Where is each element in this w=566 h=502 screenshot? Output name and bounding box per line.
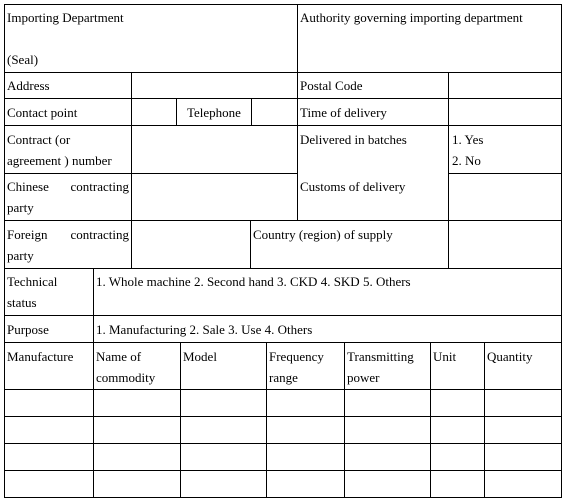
rule-after-contract-left: [4, 173, 298, 174]
rule-telephone-right: [251, 98, 252, 126]
rule-left: [4, 4, 5, 498]
rule-col-5: [430, 342, 431, 498]
foreign-party-word-1: Foreign: [7, 227, 48, 242]
foreign-party-field[interactable]: [133, 222, 249, 267]
foreign-party-word-2: contracting: [70, 227, 129, 242]
item-cell[interactable]: [6, 391, 92, 415]
customs-of-delivery-field[interactable]: [450, 175, 560, 219]
contact-point-field[interactable]: [133, 100, 175, 124]
item-cell[interactable]: [182, 445, 265, 469]
item-cell[interactable]: [182, 391, 265, 415]
rule-country-left: [250, 220, 251, 269]
column-header-unit: Unit: [433, 349, 457, 364]
postal-code-field[interactable]: [450, 74, 560, 97]
time-of-delivery-field[interactable]: [450, 100, 560, 124]
batches-option-no[interactable]: 2. No: [452, 153, 481, 168]
rule-after-purpose: [4, 342, 562, 343]
column-header-transmitting-power: Transmitting: [347, 349, 414, 364]
technical-status-label-line1: Technical: [7, 274, 58, 289]
rule-telephone-left: [176, 98, 177, 126]
rule-after-contact: [4, 125, 562, 126]
rule-after-header: [4, 72, 562, 73]
rule-top: [4, 4, 562, 5]
foreign-party-label-line2: party: [7, 248, 34, 263]
item-cell[interactable]: [486, 445, 560, 469]
rule-mid-upper: [297, 4, 298, 221]
item-cell[interactable]: [6, 445, 92, 469]
rule-bottom: [4, 497, 562, 498]
item-cell[interactable]: [268, 391, 343, 415]
contract-label-line2: agreement ) number: [7, 153, 112, 168]
contract-label-line1: Contract (or: [7, 132, 71, 147]
column-header-name-of-commodity: Name of: [96, 349, 142, 364]
item-cell[interactable]: [95, 418, 179, 442]
item-cell[interactable]: [346, 391, 429, 415]
item-cell[interactable]: [486, 391, 560, 415]
item-cell[interactable]: [6, 418, 92, 442]
address-label: Address: [7, 78, 50, 93]
technical-status-label-line2: status: [7, 295, 37, 310]
item-cell[interactable]: [432, 445, 483, 469]
rule-after-foreign-party: [4, 268, 562, 269]
item-cell[interactable]: [95, 472, 179, 496]
importing-department-label: Importing Department: [7, 10, 124, 25]
postal-code-label: Postal Code: [300, 78, 363, 93]
rule-col-3: [266, 342, 267, 498]
item-cell[interactable]: [268, 445, 343, 469]
authority-field[interactable]: [299, 28, 560, 70]
purpose-options[interactable]: 1. Manufacturing 2. Sale 3. Use 4. Others: [96, 322, 313, 337]
chinese-party-field[interactable]: [133, 175, 296, 219]
rule-col-2: [180, 342, 181, 498]
item-cell[interactable]: [432, 391, 483, 415]
contract-number-field[interactable]: [133, 127, 296, 172]
rule-col-4: [344, 342, 345, 498]
item-cell[interactable]: [486, 472, 560, 496]
authority-label: Authority governing importing department: [300, 10, 523, 25]
chinese-party-word-1: Chinese: [7, 179, 49, 194]
rule-after-address: [4, 98, 562, 99]
rule-item-row-3: [4, 470, 562, 471]
item-cell[interactable]: [432, 418, 483, 442]
chinese-party-word-2: contracting: [70, 179, 129, 194]
item-cell[interactable]: [6, 472, 92, 496]
contact-point-label: Contact point: [7, 105, 78, 120]
column-header-transmitting-power-line2: power: [347, 370, 380, 385]
item-cell[interactable]: [268, 418, 343, 442]
rule-technical-label: [93, 268, 94, 343]
item-cell[interactable]: [268, 472, 343, 496]
technical-status-options[interactable]: 1. Whole machine 2. Second hand 3. CKD 4. SKD 5. Others: [96, 274, 411, 289]
column-header-frequency-range-line2: range: [269, 370, 298, 385]
rule-value-col-right: [448, 72, 449, 269]
country-of-supply-field[interactable]: [450, 222, 560, 267]
column-header-frequency-range: Frequency: [269, 349, 324, 364]
purpose-label: Purpose: [7, 322, 49, 337]
rule-col-1: [93, 342, 94, 498]
column-header-name-of-commodity-line2: commodity: [96, 370, 156, 385]
batches-option-yes[interactable]: 1. Yes: [452, 132, 484, 147]
item-cell[interactable]: [432, 472, 483, 496]
chinese-party-label-line1: [7, 176, 129, 197]
item-cell[interactable]: [486, 418, 560, 442]
delivered-in-batches-label: Delivered in batches: [300, 132, 407, 147]
rule-col-6: [484, 342, 485, 498]
time-of-delivery-label: Time of delivery: [300, 105, 387, 120]
item-cell[interactable]: [95, 391, 179, 415]
foreign-party-label-line1: [7, 224, 129, 245]
column-header-manufacture: Manufacture: [7, 349, 74, 364]
rule-after-chinese-party: [4, 220, 562, 221]
column-header-model: Model: [183, 349, 217, 364]
item-cell[interactable]: [182, 472, 265, 496]
item-cell[interactable]: [182, 418, 265, 442]
item-cell[interactable]: [346, 472, 429, 496]
importing-department-field[interactable]: [6, 28, 296, 48]
seal-label: (Seal): [7, 52, 39, 67]
rule-item-row-1: [4, 416, 562, 417]
address-field[interactable]: [133, 74, 296, 97]
item-cell[interactable]: [95, 445, 179, 469]
rule-right: [561, 4, 562, 498]
rule-after-technical: [4, 315, 562, 316]
rule-after-contract-right: [448, 173, 562, 174]
customs-of-delivery-label: Customs of delivery: [300, 179, 406, 194]
telephone-label: Telephone: [187, 105, 241, 120]
telephone-field[interactable]: [253, 100, 296, 124]
column-header-quantity: Quantity: [487, 349, 533, 364]
rule-item-row-2: [4, 443, 562, 444]
rule-after-column-header: [4, 389, 562, 390]
item-cell[interactable]: [346, 445, 429, 469]
rule-label-col: [131, 72, 132, 269]
item-cell[interactable]: [346, 418, 429, 442]
chinese-party-label-line2: party: [7, 200, 34, 215]
country-of-supply-label: Country (region) of supply: [253, 227, 393, 242]
